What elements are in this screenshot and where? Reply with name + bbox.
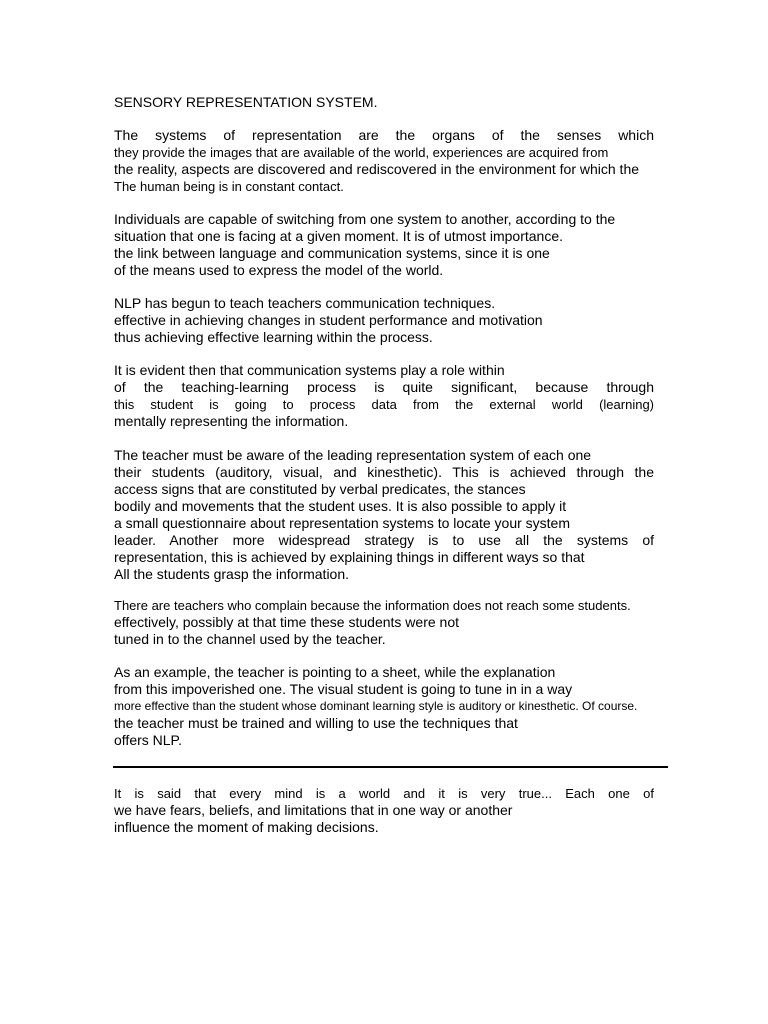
horizontal-divider <box>113 766 668 768</box>
paragraph-line: There are teachers who complain because the information does not reach some students. <box>114 598 631 613</box>
paragraph-line: tuned in to the channel used by the teacher. <box>114 631 386 647</box>
paragraph-line: NLP has begun to teach teachers communication techniques. <box>114 295 496 311</box>
paragraph-line: thus achieving effective learning within the process. <box>114 329 433 345</box>
paragraph-line: It is said that every mind is a world and it is very true... Each one of <box>114 786 654 801</box>
paragraph-line: As an example, the teacher is pointing to a sheet, while the explanation <box>114 664 556 680</box>
paragraph-example <box>114 664 654 749</box>
paragraph-line: we have fears, beliefs, and limitations that in one way or another <box>114 802 513 818</box>
paragraph-line: All the students grasp the information. <box>114 566 350 582</box>
paragraph-line: their students (auditory, visual, and kinesthetic). This is achieved through the <box>114 464 654 480</box>
paragraph-line: of the means used to express the model of the world. <box>114 262 444 278</box>
paragraph-representation-systems <box>114 127 654 195</box>
paragraph-line: offers NLP. <box>114 732 182 748</box>
paragraph-nlp-teaching <box>114 295 654 346</box>
paragraph-teacher-awareness <box>114 447 654 583</box>
paragraph-line: the teacher must be trained and willing to use the techniques that <box>114 715 518 731</box>
paragraph-line: this student is going to process data from the external world (learning) <box>114 397 654 412</box>
paragraph-line: The systems of representation are the organs of the senses which <box>114 127 654 143</box>
paragraph-line: effective in achieving changes in student performance and motivation <box>114 312 543 328</box>
paragraph-line: from this impoverished one. The visual student is going to tune in in a way <box>114 681 573 697</box>
paragraph-line: of the teaching-learning process is quite significant, because through <box>114 379 654 395</box>
paragraph-line: effectively, possibly at that time these students were not <box>114 614 459 630</box>
paragraph-teacher-complaints <box>114 597 654 648</box>
paragraph-line: The human being is in constant contact. <box>114 179 344 194</box>
paragraph-line: It is evident then that communication systems play a role within <box>114 362 505 378</box>
document-title: SENSORY REPRESENTATION SYSTEM. <box>114 94 378 110</box>
paragraph-line: The teacher must be aware of the leading representation system of each one <box>114 447 592 463</box>
paragraph-line: access signs that are constituted by verbal predicates, the stances <box>114 481 526 497</box>
paragraph-line: they provide the images that are available of the world, experiences are acquired from <box>114 145 609 160</box>
paragraph-line: the reality, aspects are discovered and rediscovered in the environment for which the <box>114 161 640 177</box>
paragraph-line: Individuals are capable of switching from one system to another, according to the <box>114 211 616 227</box>
paragraph-switching-systems <box>114 211 654 279</box>
paragraph-line: bodily and movements that the student uses. It is also possible to apply it <box>114 498 567 514</box>
paragraph-footer-quote <box>114 785 654 836</box>
paragraph-line: representation, this is achieved by explaining things in different ways so that <box>114 549 585 565</box>
paragraph-line: a small questionnaire about representation systems to locate your system <box>114 515 571 531</box>
paragraph-line: mentally representing the information. <box>114 413 349 429</box>
paragraph-communication-role <box>114 362 654 430</box>
paragraph-line: situation that one is facing at a given moment. It is of utmost importance. <box>114 228 564 244</box>
paragraph-line: leader. Another more widespread strategy is to use all the systems of <box>114 532 654 548</box>
paragraph-line: more effective than the student whose dominant learning style is auditory or kinesthetic. Of course. <box>114 699 638 713</box>
paragraph-line: influence the moment of making decisions. <box>114 819 379 835</box>
paragraph-line: the link between language and communication systems, since it is one <box>114 245 550 261</box>
